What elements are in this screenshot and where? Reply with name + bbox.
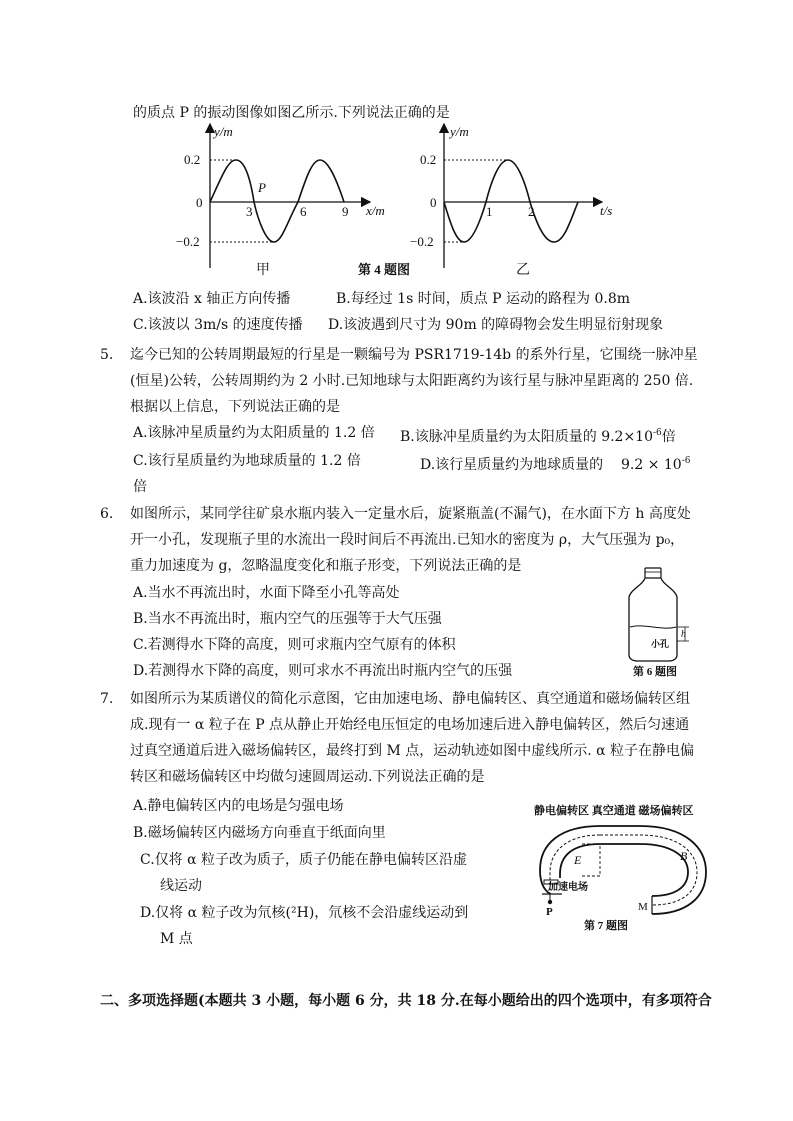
bottle-h-label: h (681, 629, 686, 640)
yi-tick-pos: 0.2 (420, 152, 437, 167)
spectrometer-header: 静电偏转区 真空通道 磁场偏转区 (534, 805, 694, 817)
q6-line1: 如图所示，某同学往矿泉水瓶内装入一定量水后，旋紧瓶盖(不漏气)，在水面下方 h 高度处 (130, 506, 691, 522)
jia-caption: 甲 (256, 263, 270, 278)
section2-heading: 二、多项选择题(本题共 3 小题，每小题 6 分，共 18 分.在每小题给出的四个选项中，有多项符合 (100, 993, 712, 1009)
jia-x-label: x/m (366, 203, 385, 218)
yi-tick-2: 2 (528, 204, 535, 219)
q6-number: 6. (100, 506, 114, 522)
jia-tick-6: 6 (300, 204, 307, 219)
q4-option-b: B.每经过 1s 时间，质点 P 运动的路程为 0.8m (336, 291, 631, 307)
spectrometer-figure (528, 798, 718, 934)
jia-point-p: P (258, 180, 266, 195)
yi-tick-1: 1 (486, 204, 493, 219)
q4-option-d: D.该波遇到尺寸为 90m 的障碍物会发生明显衍射现象 (328, 317, 664, 333)
graph-jia (176, 124, 385, 278)
jia-tick-neg: −0.2 (176, 234, 200, 249)
q5-line3: 根据以上信息，下列说法正确的是 (130, 399, 340, 415)
q5-option-b: B.该脉冲星质量约为太阳质量的 $9.2\times 10^{-6}$倍 (400, 428, 676, 445)
yi-x-label: t/s (600, 203, 613, 218)
jia-origin: 0 (196, 195, 203, 210)
q6-figure-caption: 第 6 题图 (633, 666, 677, 677)
q5-option-c: C.该行星质量约为地球质量的 1.2 倍 (133, 453, 361, 469)
q5-option-d-tail: 倍 (133, 479, 147, 495)
bottle-figure (615, 565, 695, 677)
accel-label: 加速电场 (548, 882, 588, 893)
q6-option-c: C.若测得水下降的高度，则可求瓶内空气原有的体积 (133, 637, 456, 653)
q7-figure-caption: 第 7 题图 (584, 920, 628, 932)
q7-line2: 成.现有一 α 粒子在 P 点从静止开始经电压恒定的电场加速后进入静电偏转区，然后匀速通 (130, 717, 690, 733)
q7-option-d-line1: D.仅将 α 粒子改为氘核(²H)，氘核不会沿虚线运动到 (140, 905, 469, 921)
label-e: E (574, 853, 582, 867)
graph-yi (410, 124, 612, 278)
q4-intro: 的质点 P 的振动图像如图乙所示.下列说法正确的是 (133, 105, 450, 121)
yi-y-label: y/m (450, 124, 469, 139)
yi-caption: 乙 (516, 263, 530, 278)
q6-line2: 开一小孔，发现瓶子里的水流出一段时间后不再流出.已知水的密度为 ρ，大气压强为 p₀， (130, 532, 685, 548)
q7-number: 7. (100, 691, 114, 707)
q5-line2: (恒星)公转，公转周期约为 2 小时.已知地球与太阳距离约为该行星与脉冲星距离的 250 倍. (130, 373, 694, 389)
jia-tick-9: 9 (342, 204, 349, 219)
q5-option-a: A.该脉冲星质量约为太阳质量的 1.2 倍 (133, 425, 375, 441)
q6-option-a: A.当水不再流出时，水面下降至小孔等高处 (133, 585, 400, 601)
q7-option-a: A.静电偏转区内的电场是匀强电场 (133, 798, 344, 814)
q7-line1: 如图所示为某质谱仪的简化示意图，它由加速电场、静电偏转区、真空通道和磁场偏转区组 (130, 691, 690, 707)
jia-tick-pos: 0.2 (184, 152, 201, 167)
wave-curve-jia (210, 160, 344, 242)
label-b: B (680, 849, 688, 863)
q7-line3: 过真空通道后进入磁场偏转区，最终打到 M 点，运动轨迹如图中虚线所示. α 粒子在静电偏 (130, 743, 695, 759)
label-m: M (638, 901, 648, 913)
q7-option-c-line2: 线运动 (160, 878, 202, 894)
q5-line1: 迄今已知的公转周期最短的行星是一颗编号为 PSR1719-14b 的系外行星，它围绕一脉冲星 (130, 347, 698, 363)
q7-option-d-line2: M 点 (160, 931, 193, 947)
q6-option-d: D.若测得水下降的高度，则可求水不再流出时瓶内空气的压强 (133, 663, 513, 679)
q7-line4: 转区和磁场偏转区中均做匀速圆周运动.下列说法正确的是 (130, 769, 485, 785)
q4-figure-caption: 第 4 题图 (358, 262, 411, 277)
q4-option-a: A.该波沿 x 轴正方向传播 (133, 291, 291, 307)
q6-option-b: B.当水不再流出时，瓶内空气的压强等于大气压强 (133, 611, 442, 627)
q4-option-c: C.该波以 3m/s 的速度传播 (133, 317, 303, 333)
q5-number: 5. (100, 347, 114, 363)
q7-option-c-line1: C.仅将 α 粒子改为质子，质子仍能在静电偏转区沿虚 (140, 852, 468, 868)
jia-y-label: y/m (214, 124, 233, 139)
q7-option-b: B.磁场偏转区内磁场方向垂直于纸面向里 (133, 825, 386, 841)
q5-option-d: D.该行星质量约为地球质量的 $9.2 \times 10^{-6}$ (420, 456, 691, 473)
q4-figure (170, 118, 630, 283)
yi-origin: 0 (430, 195, 437, 210)
jia-tick-3: 3 (246, 204, 253, 219)
bottle-hole-label: 小孔 (651, 639, 670, 649)
wave-curve-yi (444, 160, 578, 242)
label-p: P (546, 906, 553, 918)
q6-line3: 重力加速度为 g，忽略温度变化和瓶子形变，下列说法正确的是 (130, 558, 522, 574)
yi-tick-neg: −0.2 (410, 234, 434, 249)
